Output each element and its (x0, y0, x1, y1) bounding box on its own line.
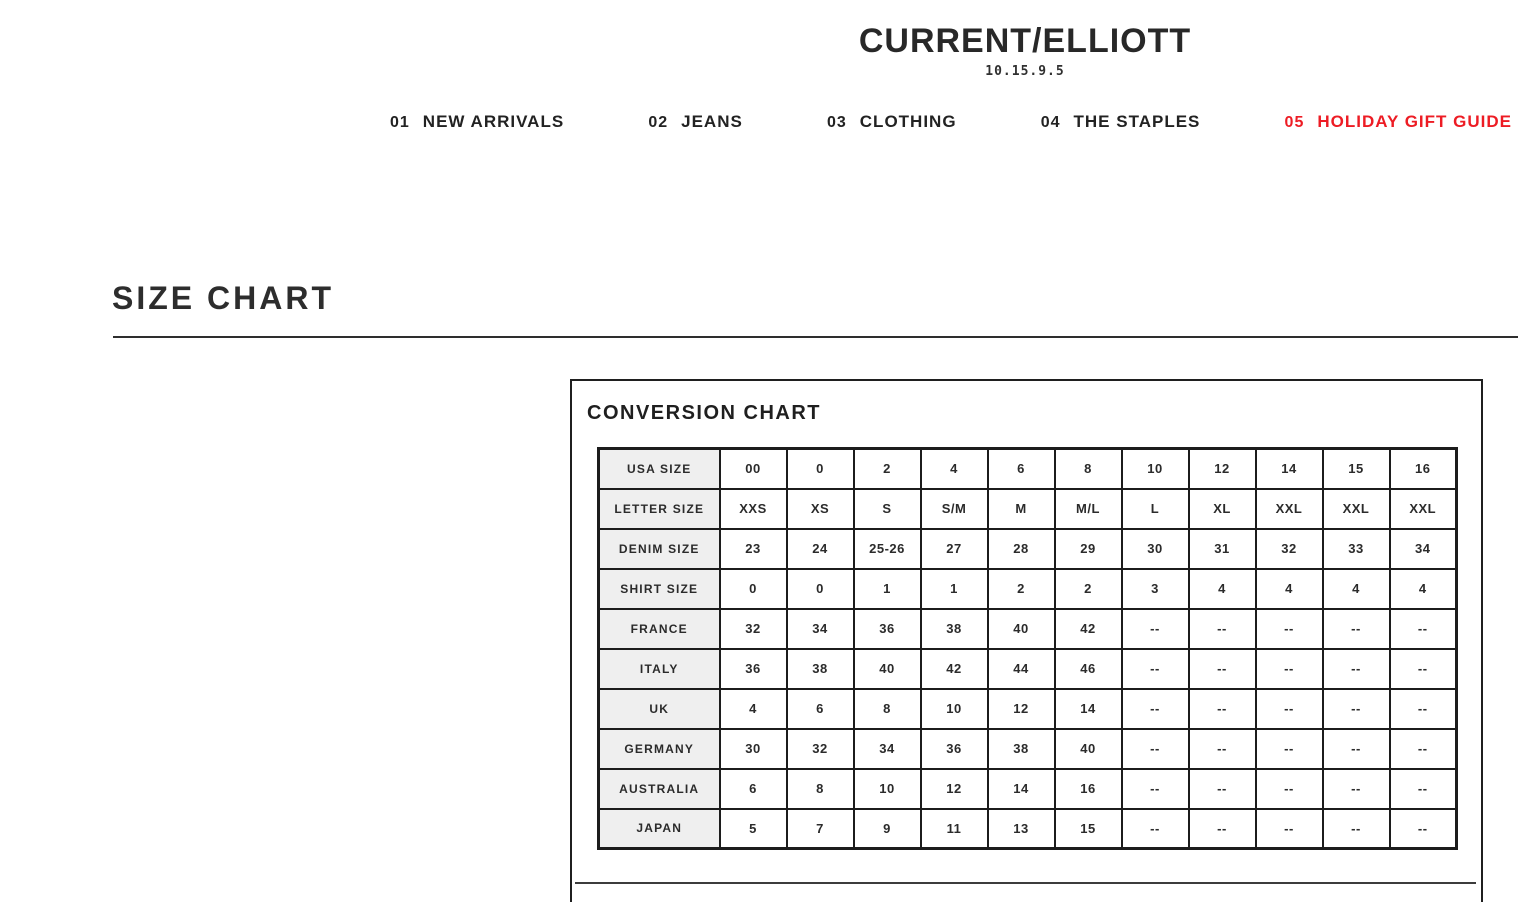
table-row (599, 809, 1457, 849)
size-cell: 28 (988, 529, 1055, 569)
size-cell: 12 (921, 769, 988, 809)
table-row (599, 449, 1457, 489)
nav-item-label: JEANS (681, 112, 743, 131)
size-cell: 13 (988, 809, 1055, 849)
size-cell: 46 (1055, 649, 1122, 689)
row-label-cell: LETTER SIZE (599, 489, 720, 529)
size-cell: 23 (720, 529, 787, 569)
main-nav (390, 112, 1512, 132)
size-cell: -- (1122, 769, 1189, 809)
size-cell: XL (1189, 489, 1256, 529)
size-cell: -- (1256, 649, 1323, 689)
size-cell: 1 (854, 569, 921, 609)
title-divider (113, 336, 1518, 338)
size-cell: 4 (1390, 569, 1457, 609)
size-cell: 31 (1189, 529, 1256, 569)
size-cell: -- (1256, 689, 1323, 729)
size-cell: 14 (988, 769, 1055, 809)
size-cell: 5 (720, 809, 787, 849)
row-label-cell: FRANCE (599, 609, 720, 649)
size-cell: 33 (1323, 529, 1390, 569)
size-cell: 34 (1390, 529, 1457, 569)
size-cell: 8 (787, 769, 854, 809)
size-cell: -- (1189, 729, 1256, 769)
row-label-cell: AUSTRALIA (599, 769, 720, 809)
nav-item-number: 01 (390, 114, 410, 131)
size-cell: 2 (988, 569, 1055, 609)
size-cell: 15 (1055, 809, 1122, 849)
page-title: SIZE CHART (112, 280, 334, 316)
panel-bottom-divider (575, 882, 1476, 884)
size-cell: 38 (921, 609, 988, 649)
size-cell: -- (1122, 809, 1189, 849)
nav-item-label: NEW ARRIVALS (422, 112, 565, 131)
table-row (599, 489, 1457, 529)
table-row (599, 689, 1457, 729)
size-cell: 2 (854, 449, 921, 489)
size-cell: -- (1189, 689, 1256, 729)
row-label-cell: ITALY (599, 649, 720, 689)
size-cell: 40 (1055, 729, 1122, 769)
size-cell: -- (1256, 809, 1323, 849)
nav-item-label: HOLIDAY GIFT GUIDE (1317, 112, 1512, 131)
table-row (599, 609, 1457, 649)
nav-item-number: 02 (648, 114, 669, 131)
conversion-chart-title: CONVERSION CHART (587, 402, 822, 424)
size-cell: 4 (1256, 569, 1323, 609)
size-cell: XXL (1323, 489, 1390, 529)
size-cell: 1 (921, 569, 988, 609)
size-cell: -- (1256, 769, 1323, 809)
size-cell: -- (1189, 649, 1256, 689)
size-cell: 40 (988, 609, 1055, 649)
size-cell: XXS (720, 489, 787, 529)
size-cell: -- (1390, 729, 1457, 769)
size-cell: 00 (720, 449, 787, 489)
size-cell: 24 (787, 529, 854, 569)
size-cell: 30 (1122, 529, 1189, 569)
size-cell: XXL (1390, 489, 1457, 529)
size-cell: 42 (921, 649, 988, 689)
size-cell: 2 (1055, 569, 1122, 609)
nav-item-label: THE STAPLES (1073, 112, 1201, 131)
size-cell: M (988, 489, 1055, 529)
row-label-cell: GERMANY (599, 729, 720, 769)
size-cell: -- (1189, 609, 1256, 649)
size-cell: -- (1390, 609, 1457, 649)
nav-item-number: 04 (1040, 114, 1061, 131)
size-cell: XXL (1256, 489, 1323, 529)
brand-logo-text: CURRENT/ELLIOTT (858, 22, 1192, 60)
nav-item-jeans[interactable] (648, 112, 742, 132)
size-cell: 8 (854, 689, 921, 729)
size-cell: 10 (921, 689, 988, 729)
size-cell: -- (1256, 609, 1323, 649)
row-label-cell: JAPAN (599, 809, 720, 849)
nav-item-number: 05 (1284, 114, 1305, 131)
size-cell: 36 (720, 649, 787, 689)
size-cell: 0 (787, 569, 854, 609)
size-cell: 4 (921, 449, 988, 489)
conversion-table (597, 447, 1458, 850)
size-cell: -- (1323, 769, 1390, 809)
size-cell: 27 (921, 529, 988, 569)
nav-item-label: CLOTHING (859, 112, 957, 131)
table-row (599, 729, 1457, 769)
brand-tagline: 10.15.9.5 (985, 64, 1065, 79)
size-cell: -- (1390, 689, 1457, 729)
size-cell: -- (1323, 609, 1390, 649)
size-cell: -- (1256, 729, 1323, 769)
size-cell: L (1122, 489, 1189, 529)
size-cell: -- (1390, 809, 1457, 849)
size-cell: 0 (720, 569, 787, 609)
row-label-cell: UK (599, 689, 720, 729)
nav-item-the-staples[interactable] (1041, 112, 1201, 132)
row-label-cell: USA SIZE (599, 449, 720, 489)
size-cell: 12 (988, 689, 1055, 729)
size-cell: -- (1323, 809, 1390, 849)
size-cell: S (854, 489, 921, 529)
size-cell: 34 (787, 609, 854, 649)
nav-item-holiday-gift-guide[interactable] (1285, 112, 1512, 132)
size-cell: 10 (1122, 449, 1189, 489)
size-cell: 10 (854, 769, 921, 809)
size-cell: 8 (1055, 449, 1122, 489)
table-row (599, 529, 1457, 569)
conversion-chart-panel (570, 379, 1483, 902)
size-cell: 6 (787, 689, 854, 729)
size-cell: 32 (720, 609, 787, 649)
size-cell: -- (1122, 649, 1189, 689)
size-cell: 6 (720, 769, 787, 809)
size-cell: 25-26 (854, 529, 921, 569)
size-cell: 36 (921, 729, 988, 769)
size-cell: 32 (1256, 529, 1323, 569)
nav-item-new-arrivals[interactable] (390, 112, 564, 132)
size-cell: -- (1122, 729, 1189, 769)
size-cell: M/L (1055, 489, 1122, 529)
size-cell: 42 (1055, 609, 1122, 649)
conversion-table-body (599, 449, 1457, 849)
size-cell: 11 (921, 809, 988, 849)
size-cell: 6 (988, 449, 1055, 489)
size-cell: 9 (854, 809, 921, 849)
size-cell: -- (1122, 689, 1189, 729)
size-cell: 12 (1189, 449, 1256, 489)
row-label-cell: DENIM SIZE (599, 529, 720, 569)
size-cell: 14 (1055, 689, 1122, 729)
size-cell: 7 (787, 809, 854, 849)
nav-item-number: 03 (826, 114, 847, 131)
size-cell: 3 (1122, 569, 1189, 609)
size-cell: -- (1323, 649, 1390, 689)
brand-logo[interactable] (820, 22, 1230, 79)
size-cell: 32 (787, 729, 854, 769)
size-cell: 44 (988, 649, 1055, 689)
size-cell: 4 (720, 689, 787, 729)
size-cell: 30 (720, 729, 787, 769)
size-cell: 14 (1256, 449, 1323, 489)
size-cell: -- (1323, 689, 1390, 729)
size-cell: 15 (1323, 449, 1390, 489)
size-cell: S/M (921, 489, 988, 529)
size-cell: 40 (854, 649, 921, 689)
size-cell: -- (1189, 809, 1256, 849)
size-cell: 16 (1390, 449, 1457, 489)
size-cell: 36 (854, 609, 921, 649)
size-cell: 38 (988, 729, 1055, 769)
size-cell: XS (787, 489, 854, 529)
nav-item-clothing[interactable] (827, 112, 957, 132)
size-cell: -- (1189, 769, 1256, 809)
row-label-cell: SHIRT SIZE (599, 569, 720, 609)
size-cell: -- (1390, 769, 1457, 809)
size-cell: 34 (854, 729, 921, 769)
size-cell: 38 (787, 649, 854, 689)
size-cell: 16 (1055, 769, 1122, 809)
table-row (599, 569, 1457, 609)
table-row (599, 649, 1457, 689)
size-cell: 4 (1189, 569, 1256, 609)
size-cell: -- (1390, 649, 1457, 689)
table-row (599, 769, 1457, 809)
size-cell: 0 (787, 449, 854, 489)
size-cell: -- (1122, 609, 1189, 649)
size-cell: 4 (1323, 569, 1390, 609)
size-cell: 29 (1055, 529, 1122, 569)
size-cell: -- (1323, 729, 1390, 769)
